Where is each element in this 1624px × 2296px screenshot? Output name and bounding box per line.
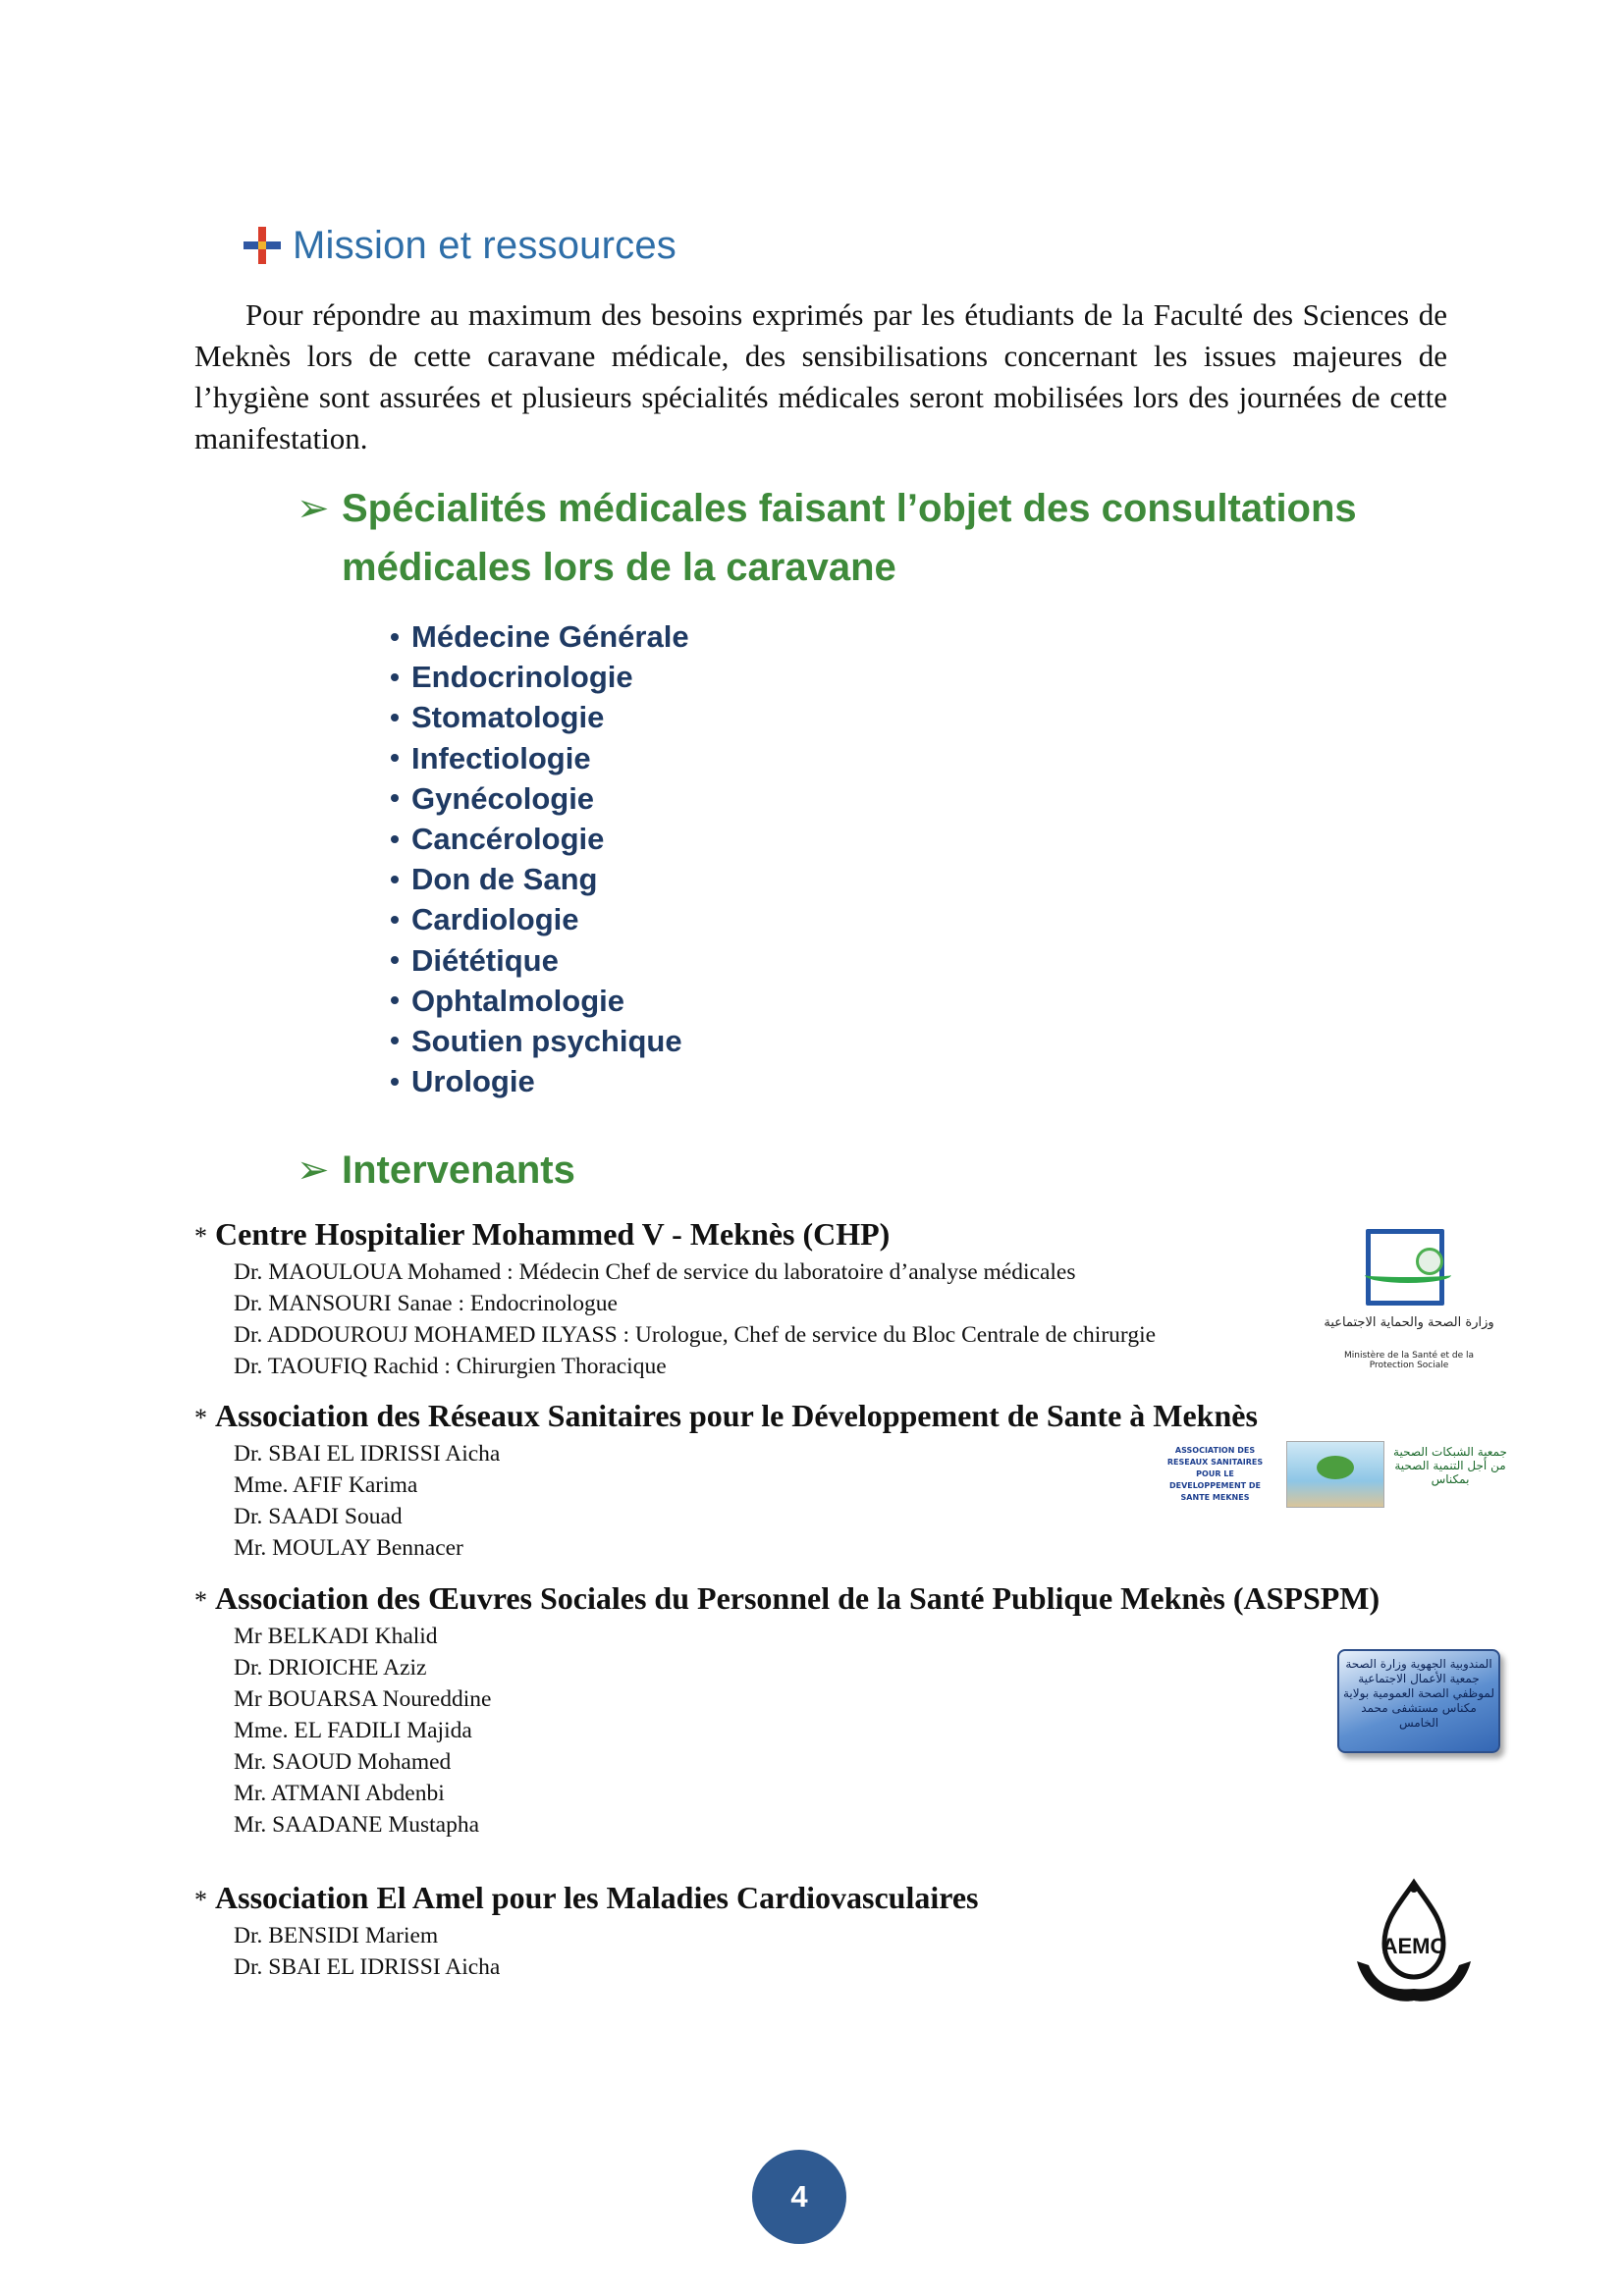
org-aspspm: * Association des Œuvres Sociales du Personnel de la Santé Publique Meknès (ASPSPM) Mr BELKADI Khalid Dr. DRIOICHE Aziz Mr BOUARSA Noureddine Mme. EL FADILI Majida Mr. SAOUD Mohamed Mr. ATMANI Abdenbi Mr. SAADANE Mustapha bbox=[194, 1578, 1380, 1841]
cross-icon bbox=[244, 227, 281, 264]
member: Dr. DRIOICHE Aziz bbox=[234, 1655, 427, 1681]
arrow-bullet-icon: ➢ bbox=[297, 1148, 330, 1192]
specialties-heading-line2: médicales lors de la caravane bbox=[342, 546, 896, 589]
intro-paragraph: Pour répondre au maximum des besoins exprimés par les étudiants de la Faculté des Sciences de Meknès lors de cette caravane médicale, des sensibilisations concernant les issues majeures de l’hygiène sont assurées et plusieurs spécialités médicales seront mobilisées lors des journées de cette manifestation. bbox=[194, 297, 1447, 455]
list-item: Ophtalmologie bbox=[391, 981, 689, 1021]
list-item: Cancérologie bbox=[391, 819, 689, 859]
list-item: Endocrinologie bbox=[391, 657, 689, 697]
member: Dr. SAADI Souad bbox=[234, 1504, 403, 1529]
member: Mme. EL FADILI Majida bbox=[234, 1718, 472, 1743]
member: Dr. BENSIDI Mariem bbox=[234, 1923, 439, 1949]
member: Mr BOUARSA Noureddine bbox=[234, 1686, 492, 1712]
org-title: Association El Amel pour les Maladies Cardiovasculaires bbox=[215, 1880, 979, 1915]
org-reseaux-sanitaires: * Association des Réseaux Sanitaires pour le Développement de Sante à Meknès Dr. SBAI EL IDRISSI Aicha Mme. AFIF Karima Dr. SAADI Souad Mr. MOULAY Bennacer bbox=[194, 1396, 1258, 1564]
member: Mr. SAOUD Mohamed bbox=[234, 1749, 452, 1775]
page-number: 4 bbox=[752, 2150, 846, 2244]
specialties-heading-line1: Spécialités médicales faisant l’objet des consultations bbox=[342, 487, 1357, 530]
list-item: Cardiologie bbox=[391, 899, 689, 939]
specialties-list bbox=[391, 616, 689, 1101]
ministry-logo: وزارة الصحة والحماية الاجتماعية Ministère de la Santé et de la Protection Sociale bbox=[1321, 1227, 1497, 1374]
aspspm-logo: المندوبية الجهوية وزارة الصحة جمعية الأعمال الاجتماعية لموظفي الصحة العمومية بولاية مكناس مستشفى محمد الخامس bbox=[1337, 1649, 1500, 1753]
org-title: Centre Hospitalier Mohammed V - Meknès (CHP) bbox=[215, 1216, 891, 1252]
section-title: Mission et ressources bbox=[293, 223, 677, 267]
member: Mr. ATMANI Abdenbi bbox=[234, 1781, 445, 1806]
list-item: Soutien psychique bbox=[391, 1021, 689, 1061]
arrow-bullet-icon: ➢ bbox=[297, 487, 330, 530]
org-el-amel: * Association El Amel pour les Maladies Cardiovasculaires Dr. BENSIDI Mariem Dr. SBAI EL IDRISSI Aicha bbox=[194, 1878, 979, 1983]
list-item: Don de Sang bbox=[391, 859, 689, 899]
member: Dr. ADDOUROUJ MOHAMED ILYASS : Urologue, Chef de service du Bloc Centrale de chirurgie bbox=[234, 1322, 1157, 1348]
member: Dr. MAOULOUA Mohamed : Médecin Chef de service du laboratoire d’analyse médicales bbox=[234, 1259, 1076, 1285]
section-heading bbox=[244, 216, 677, 275]
amel-logo bbox=[1345, 1875, 1483, 2012]
list-item: Infectiologie bbox=[391, 738, 689, 778]
member: Mme. AFIF Karima bbox=[234, 1472, 418, 1498]
member: Dr. TAOUFIQ Rachid : Chirurgien Thoracique bbox=[234, 1354, 667, 1379]
org-title: Association des Réseaux Sanitaires pour le Développement de Sante à Meknès bbox=[215, 1398, 1258, 1433]
member: Mr. MOULAY Bennacer bbox=[234, 1535, 463, 1561]
intervenants-heading: ➢ Intervenants bbox=[297, 1141, 886, 1203]
org-title: Association des Œuvres Sociales du Personnel de la Santé Publique Meknès (ASPSPM) bbox=[215, 1580, 1380, 1616]
member: Dr. SBAI EL IDRISSI Aicha bbox=[234, 1441, 501, 1467]
list-item: Stomatologie bbox=[391, 697, 689, 737]
member: Dr. MANSOURI Sanae : Endocrinologue bbox=[234, 1291, 618, 1316]
member: Mr. SAADANE Mustapha bbox=[234, 1812, 480, 1838]
reseaux-sanitaires-logo: ASSOCIATION DES RESEAUX SANITAIRES POUR LE DEVELOPPEMENT DE SANTE MEKNES جمعية الشبكات الصحية من أجل التنمية الصحية بمكناس bbox=[1159, 1441, 1512, 1508]
member: Dr. SBAI EL IDRISSI Aicha bbox=[234, 1954, 501, 1980]
org-chp: * Centre Hospitalier Mohammed V - Meknès (CHP) Dr. MAOULOUA Mohamed : Médecin Chef de service du laboratoire d’analyse médicales Dr. MANSOURI Sanae : Endocrinologue Dr. ADDOUROUJ MOHAMED ILYASS : Urologue, Chef de service du Bloc Centrale de chirurgie Dr. TAOUFIQ Rachid : Chirurgien Thoracique bbox=[194, 1214, 1156, 1382]
list-item: Gynécologie bbox=[391, 778, 689, 819]
list-item: Urologie bbox=[391, 1061, 689, 1101]
member: Mr BELKADI Khalid bbox=[234, 1624, 438, 1649]
specialties-heading bbox=[297, 479, 1377, 601]
list-item: Médecine Générale bbox=[391, 616, 689, 657]
svg-text:AEMC: AEMC bbox=[1381, 1934, 1446, 1958]
list-item: Diététique bbox=[391, 940, 689, 981]
